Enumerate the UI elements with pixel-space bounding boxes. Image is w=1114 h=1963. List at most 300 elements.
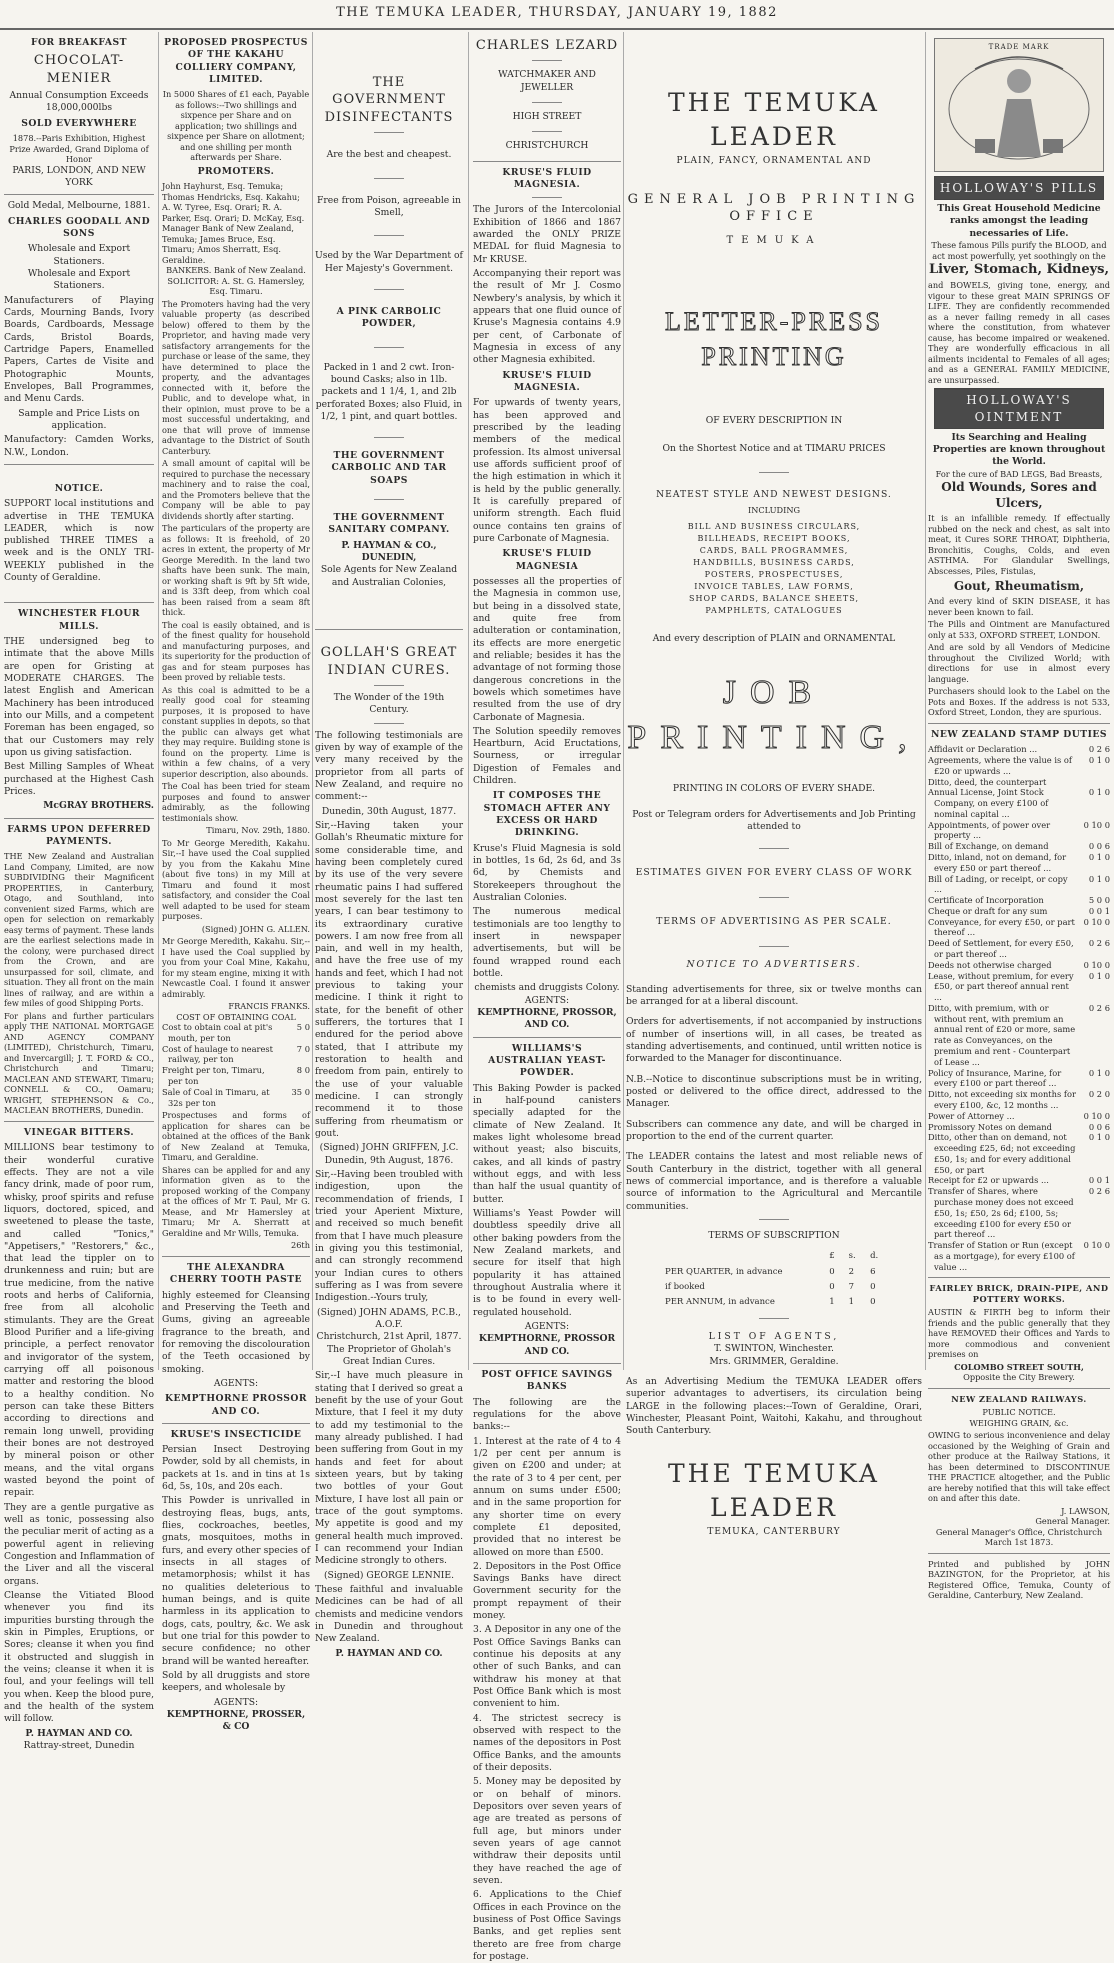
- ad-signature: (Signed) GEORGE LENNIE.: [323, 1569, 455, 1581]
- regulation-item: 4. The strictest secrecy is observed with respect to the names of the depositors in Post Office Banks, and the amounts of their deposits.: [473, 1712, 621, 1774]
- ad-body: Sir,--Having taken your Gollah's Rheumatic mixture for some considerable time, and having been completely cured by its use of the very severe rheumatic pains I had suffered most severely for the last ten years, I can bear testimony to its extraordinary curative powers. I am now free from all pain, and well in my health, and have the free use of my hands and feet, which I had not previous to taking your medicine. I think it right to state, for the benefit of other sufferers, the tortures that I endured for the period above stated, that I attribute my restoration to health and freedom from pain, entirely to the use of your valuable medicine. I can strongly recommend it to those suffering from rheumatism or gout.: [315, 819, 463, 1140]
- stamp-duty-row: [928, 852, 1110, 874]
- subscription-cell: 2: [848, 1266, 855, 1277]
- ad-body: Best Milling Samples of Wheat purchased at the Highest Cash Prices.: [4, 761, 154, 798]
- stamp-duty-item: Bill of Exchange, on demand: [928, 841, 1049, 852]
- cost-row: [162, 1065, 310, 1087]
- service-item: BILLHEADS, RECEIPT BOOKS,: [697, 534, 851, 544]
- service-item: INVOICE TABLES, LAW FORMS,: [694, 582, 854, 592]
- separator: [928, 723, 1110, 724]
- ad-date: 26th: [291, 1240, 310, 1251]
- ad-line: CHRISTCHURCH: [505, 140, 589, 152]
- ad-body: Prospectuses and forms of application for shares can be obtained at the offices of the Bank of New Zealand at Temuka, Timaru, and Geraldine.: [162, 1110, 310, 1163]
- ad-heading: FOR BREAKFAST: [31, 37, 127, 48]
- ad-body: The coal is easily obtained, and is of the finest quality for household and manufacturing purposes, and its superiority for the production of gas and for steam purposes has been proved by reliable tests.: [162, 619, 310, 683]
- stamp-duty-value: 0 1 0: [1088, 754, 1110, 765]
- ad-line: Rattray-street, Dunedin: [23, 1739, 135, 1751]
- ad-body: For upwards of twenty years, has been approved and prescribed by the leading members of the medical profession. Its almost universal use affords sufficient proof of the high estimation in which it is held by the public generally. It is carefully prepared of uniform strength. Each fluid ounce contains ten grains of pure Carbonate of Magnesia.: [473, 397, 621, 544]
- stamp-duty-row: [928, 1089, 1110, 1111]
- ad-body: SUPPORT local institutions and advertise in THE TEMUKA LEADER, which is now published THREE TIMES a week and is the ONLY TRI-WEEKLY published in the County of Geraldine.: [4, 498, 154, 584]
- subscription-header-cell: s.: [848, 1251, 856, 1262]
- ad-heading: CHARLES LEZARD: [475, 38, 619, 53]
- ad-body: AUSTIN & FIRTH beg to inform their friends and the public generally that they have REMOVED their Offices and Yards to more commodious and convenient premises on: [928, 1307, 1110, 1360]
- separator: [532, 131, 562, 132]
- stamp-duty-value: 0 1 0: [1088, 851, 1110, 862]
- ad-heading: CHOCOLAT-MENIER: [33, 53, 125, 86]
- stamp-duty-value: 0 2 6: [1088, 1186, 1110, 1197]
- service-item: CARDS, BALL PROGRAMMES,: [699, 546, 849, 556]
- stamp-duty-item: Certificate of Incorporation: [928, 895, 1044, 906]
- ad-line: OF EVERY DESCRIPTION IN: [705, 414, 843, 426]
- stamp-duty-item: Annual License, Joint Stock Company, on every £100 of nominal capital ...: [928, 787, 1049, 819]
- cost-table: [162, 1022, 310, 1108]
- ad-body: highly esteemed for Cleansing and Preserving the Teeth and Gums, giving an agreeable fragrance to the breath, and for removing the discolouration of the Teeth occasioned by smoking.: [162, 1289, 310, 1375]
- stamp-duty-item: Ditto, other than on demand, not exceeding £25, 6d; not exceeding £50, 1s; and for every additional £50, or part: [928, 1132, 1076, 1175]
- subscription-header-row: [661, 1250, 887, 1263]
- ad-heading: THE GOVERNMENT CARBOLIC AND TAR SOAPS: [331, 450, 447, 486]
- services-list: [626, 521, 922, 617]
- ad-heading: SOLD EVERYWHERE: [21, 117, 137, 129]
- ad-signature: (Signed) JOHN ADAMS, P.C.B., A.O.F.: [317, 1306, 461, 1330]
- ad-signature: General Manager.: [1035, 1516, 1110, 1527]
- separator: [759, 1318, 789, 1319]
- ad-body: MILLIONS bear testimony to their wonderful curative effects. They are not a vile fancy drink, made of poor rum, whisky, proof spirits and refuse liquors, doctored, spiced, and sweetened to please the taste, and called "Tonics," "Appetisers," "Restorers," &c., that lead the tippler on to drunkenness and ruin; but are true medicine, from the native roots and herbs of California, free from all alcoholic stimulants. They are the Great Blood Purifier and a life-giving principle, a perfect renovator and invigorator of the system, carrying off all poisonous matter and restoring the blood to a healthy condition. No person can take these Bitters according to directions and remain long unwell, providing their bones are not destroyed by mineral poison or other means, and the vital organs wasted beyond the point of repair.: [4, 1142, 154, 1499]
- stamp-duty-value: 0 1 0: [1088, 787, 1110, 798]
- regulation-item: 1. Interest at the rate of 4 to 4 1/2 per cent per annum is given on £200 and under; at the rate of 3 to 4 per cent, per annum on sums under £500; and in the same proportion for any shorter time on every complete £1 deposited, provided that no interest be allowed on more than £500.: [473, 1435, 621, 1558]
- stamp-duty-item: Ditto, inland, not on demand, for every £50 or part thereof ...: [928, 851, 1067, 873]
- ad-heading: NOTICE TO ADVERTISERS.: [686, 959, 862, 971]
- masthead-rule: [0, 28, 1114, 30]
- stamp-duty-row: [928, 1122, 1110, 1133]
- ad-body: Cleanse the Vitiated Blood whenever you find its impurities bursting through the skin in Pimples, Eruptions, or Sores; cleanse it when you find it obstructed and sluggish in the veins; cleanse it when it is foul, and your feelings will tell you when. Keep the blood pure, and the health of the system will follow.: [4, 1590, 154, 1725]
- service-item: PAMPHLETS, CATALOGUES: [705, 606, 843, 616]
- column-divider: [312, 32, 313, 1370]
- ad-subheading: COST OF OBTAINING COAL: [176, 1011, 296, 1022]
- separator: [473, 1363, 621, 1364]
- ad-heading: GOLLAH'S GREAT INDIAN CURES.: [320, 645, 458, 678]
- ad-date: Dunedin, 9th August, 1876.: [324, 1154, 454, 1166]
- ad-body: Mr George Meredith, Kakahu. Sir,--I have used the Coal supplied by you from your Coal Mine, Kakahu, for my steam engine, mixing it with Newcastle Coal. I found it answer admirably.: [162, 936, 310, 999]
- ad-body: Persian Insect Destroying Powder, sold by all chemists, in packets at 1s. and in tins at 1s 6d, 5s, 10s, and 20s each.: [162, 1444, 310, 1493]
- ad-heading: NEW ZEALAND STAMP DUTIES: [930, 728, 1108, 740]
- ad-body: THE undersigned beg to intimate that the above Mills are open for Gristing at MODERATE CHARGES. The latest English and American Machinery has been introduced into our Mills, and a competent Foreman has been engaged, so that our Customers may rely upon us giving satisfaction.: [4, 636, 154, 759]
- stamp-duty-row: [928, 1003, 1110, 1068]
- ad-heading: KRUSE'S FLUID MAGNESIA.: [502, 166, 592, 191]
- agent-line: Mrs. GRIMMER, Geraldine.: [709, 1355, 839, 1367]
- ad-body: The Coal has been tried for steam purposes and found to answer admirably, as the following testimonials show.: [162, 781, 310, 823]
- column-divider: [925, 32, 926, 1370]
- ad-signature: KEMPTHORNE, PROSSER, & CO: [166, 1709, 306, 1733]
- stamp-duty-row: [928, 777, 1110, 788]
- ad-line: AGENTS:: [213, 1377, 259, 1389]
- subscription-cell: 0: [829, 1266, 835, 1277]
- separator: [473, 161, 621, 162]
- stamp-duty-item: Agreements, where the value is of £20 or upwards ...: [928, 754, 1072, 776]
- ad-line: On the Shortest Notice and at TIMARU PRICES: [662, 443, 886, 455]
- ad-line: SOLICITOR: A. St. G. Hamersley, Esq. Timaru.: [167, 275, 305, 297]
- ad-line: chemists and druggists Colony.: [474, 982, 620, 994]
- ad-line: Annual Consumption Exceeds 18,000,000lbs: [9, 90, 149, 114]
- ad-body: And are sold by all Vendors of Medicine throughout the Civilized World; with directions for use in almost every language.: [928, 642, 1110, 684]
- ad-heading: THE ALEXANDRA CHERRY TOOTH PASTE: [169, 1261, 303, 1286]
- subscription-cell: PER QUARTER, in advance: [665, 1266, 783, 1277]
- subscription-cell: 7: [848, 1282, 855, 1293]
- cost-item: Cost of haulage to nearest railway, per ton: [162, 1043, 274, 1065]
- stamp-duty-row: [928, 1186, 1110, 1240]
- ad-line: WEIGHING GRAIN, &c.: [969, 1417, 1069, 1428]
- subscription-cell: PER ANNUM, in advance: [665, 1297, 775, 1308]
- stamp-duty-value: 0 1 0: [1088, 970, 1110, 981]
- separator: [162, 1256, 310, 1257]
- newspaper-title: THE TEMUKA LEADER: [668, 88, 880, 151]
- regulation-item: 5. Money may be deposited by or on behalf of minors. Depositors over seven years of age are treated as persons of full age, but minors under seven years of age cannot withdraw their deposits until they have reached the age of seven.: [473, 1776, 621, 1887]
- stamp-duty-value: 0 0 6: [1088, 1121, 1110, 1132]
- separator: [928, 1277, 1110, 1278]
- ad-line: HIGH STREET: [512, 111, 582, 123]
- separator: [374, 685, 404, 686]
- stamp-duty-value: 0 1 0: [1088, 1132, 1110, 1143]
- ad-line: 1878.--Paris Exhibition, Highest Prize Awarded, Grand Diploma of Honor: [9, 133, 149, 165]
- ad-body: Purchasers should look to the Label on the Pots and Boxes. If the address is not 533, Oxford Street, London, they are spurious.: [928, 686, 1110, 718]
- ad-signature: KEMPTHORNE, PROSSOR, AND CO.: [477, 1007, 617, 1031]
- column-divider: [623, 32, 624, 1370]
- stamp-duty-value: 0 10 0: [1083, 1110, 1110, 1121]
- subscription-cell: 0: [870, 1282, 876, 1293]
- ad-body: This Powder is unrivalled in destroying fleas, bugs, ants, flies, cockroaches, beetles, gnats, mosquitoes, moths in furs, and every other species of insects in all stages of metamorphosis; whilst it has no qualities deleterious to human beings, and is quite harmless in its application to dogs, cats, poultry, &c. We ask but one trial for this powder to secure confidence; no other brand will be wanted hereafter.: [162, 1495, 310, 1667]
- ad-line: BANKERS. Bank of New Zealand.: [166, 265, 306, 276]
- trade-mark-illustration: [934, 38, 1104, 172]
- subscription-row: [661, 1266, 887, 1279]
- ad-body: These faithful and invaluable Medicines can be had of all chemists and medicine vendors in Dunedin and throughout New Zealand.: [315, 1583, 463, 1645]
- ad-body: It is an infallible remedy. If effectually rubbed on the neck and chest, as salt into meat, it Cures SORE THROAT, Diphtheria, Bronchitis, Coughs, Colds, and even ASTHMA. For Glandular Swellings, Abscesses, Piles, Fistulas,: [928, 513, 1110, 576]
- stamp-duty-row: [928, 1240, 1110, 1272]
- ad-signature: FRANCIS FRANKS.: [228, 1001, 310, 1012]
- ad-line: Opposite the City Brewery.: [963, 1372, 1075, 1383]
- ad-heading: Gout, Rheumatism,: [953, 579, 1085, 594]
- ad-body: To Mr George Meredith, Kakahu. Sir,--I have used the Coal supplied by you from the Kakahu Mine (about five tons) in my Mill at Timaru and found it most satisfactory, and consider the Coal well adapted to be used for steam purposes.: [162, 837, 310, 922]
- cost-value: 8 0: [296, 1065, 310, 1076]
- ad-line: TEMUKA, CANTERBURY: [707, 1527, 841, 1538]
- ad-line: Are the best and cheapest.: [326, 149, 452, 161]
- separator: [4, 194, 154, 195]
- ad-body: Accompanying their report was the result of Mr J. Cosmo Newbery's analysis, by which it appears that one fluid ounce of Kruse's Magnesia contains 4.9 per cent, of Carbonate of Magnesia in excess of any other Magnesia exhibited.: [473, 268, 621, 366]
- stamp-duty-row: [928, 1175, 1110, 1186]
- service-item: POSTERS, PROSPECTUSES,: [704, 570, 844, 580]
- stamp-duty-item: Ditto, deed, the counterpart: [928, 776, 1047, 787]
- ad-body: For plans and further particulars apply THE NATIONAL MORTGAGE AND AGENCY COMPANY (LIMITED), Christchurch, Timaru, and Invercargill; J. T. FORD & CO., Christchurch and Timaru; MACLEAN AND STEWART, Timaru; CONNELL & CO., Oamaru; WRIGHT, STEPHENSON & Co., MACLEAN BROTHERS, Dunedin.: [4, 1010, 154, 1116]
- ad-line: PARIS, LONDON, AND NEW YORK: [12, 164, 146, 188]
- ad-line: Wholesale and Export Stationers.: [27, 243, 131, 267]
- stamp-duty-value: 0 1 0: [1088, 873, 1110, 884]
- ad-line: Its Searching and Healing Properties are known throughout the World.: [932, 431, 1106, 468]
- ad-line: And every description of PLAIN and ORNAMENTAL: [652, 633, 896, 645]
- ad-line: AGENTS:: [524, 1320, 570, 1332]
- ad-line: NEATEST STYLE AND NEWEST DESIGNS.: [656, 488, 892, 500]
- ad-signature: KEMPTHORNE, PROSSOR AND CO.: [478, 1333, 616, 1357]
- masthead-line: THE TEMUKA LEADER, THURSDAY, JANUARY 19, 1882: [336, 5, 778, 20]
- ad-body: OWING to serious inconvenience and delay occasioned by the Weighing of Grain and other produce at the Railway Stations, it has been determined to DISCONTINUE THE PRACTICE altogether, and the Public are hereby notified that this will take effect on and after this date.: [928, 1430, 1110, 1504]
- ad-body: The Pills and Ointment are Manufactured only at 533, OXFORD STREET, LONDON.: [928, 619, 1110, 640]
- separator: [928, 1388, 1110, 1389]
- cost-row: [162, 1087, 310, 1109]
- subscription-table: [659, 1248, 889, 1312]
- ad-body: Sir,--I have much pleasure in stating that I derived so great a benefit by the use of your Gout Mixture, that I feel it my duty to add my testimonial to the many already published. I had been suffering from Gout in my hands and feet for about sixteen years, but by taking two bottles of your Gout Mixture, I have lost all pain or trace of the gout symptoms. My appetite is good and my general health much improved. I can recommend your Indian Medicine strongly to others.: [315, 1370, 464, 1567]
- stamp-duty-row: [928, 1068, 1110, 1090]
- regulation-item: 6. Applications to the Chief Offices in each Province on the business of Post Office Savings Banks, and get replies sent thereto are free from charge for postage.: [473, 1889, 621, 1962]
- stamp-duty-value: 0 0 1: [1088, 905, 1110, 916]
- ad-heading: PROPOSED PROSPECTUS OF THE KAKAHU COLLIERY COMPANY, LIMITED.: [164, 37, 308, 85]
- separator: [532, 60, 562, 61]
- separator: [928, 1553, 1110, 1554]
- ad-line: Sample and Price Lists on application.: [18, 407, 140, 431]
- separator: [4, 1121, 154, 1122]
- ad-heading: WILLIAMS'S AUSTRALIAN YEAST-POWDER.: [488, 1042, 606, 1079]
- ad-body: The Promoters having had the very valuable property (as described below) offered to them by the Proprietor, and having made very satisfactory arrangements for the purchase or lease of the same, they have determined to place the property, and the advantages connected with it, before the Public, and to develope what, in their opinion, must prove to be a most successful undertaking, and one that will prove of immense advantage to the District of South Canterbury.: [162, 298, 310, 456]
- separator: [374, 723, 404, 724]
- ad-heading: GENERAL JOB PRINTING OFFICE: [627, 192, 921, 225]
- column-1: [4, 34, 154, 1751]
- stamp-duty-value: 0 10 0: [1083, 819, 1110, 830]
- regulation-item: 2. Depositors in the Post Office Savings Banks have direct Government security for the prompt repayment of their money.: [473, 1560, 621, 1622]
- ad-line: TEMUKA: [726, 234, 822, 246]
- stamp-duty-item: Conveyance, for every £50, or part thereof ...: [928, 916, 1075, 938]
- ad-line: AGENTS:: [213, 1696, 259, 1708]
- column-2: [162, 34, 310, 1733]
- ad-subheading: LIST OF AGENTS,: [708, 1330, 840, 1342]
- stamp-duty-row: [928, 820, 1110, 842]
- stamp-duties-table: [928, 744, 1110, 1272]
- ad-line: PUBLIC NOTICE.: [982, 1407, 1056, 1418]
- ad-heading: NEW ZEALAND RAILWAYS.: [951, 1393, 1087, 1404]
- separator: [315, 629, 463, 630]
- stamp-duty-row: [928, 755, 1110, 777]
- stamp-duty-value: 0 10 0: [1083, 916, 1110, 927]
- ad-body: possesses all the properties of the Magnesia in common use, but being in a dissolved state, and quite free from adulteration or contamination, its effects are more energetic and reliable; besides it has the advantage of not forming those dangerous concretions in the bowels which sometimes have resulted from the use of dry Carbonate of Magnesia.: [473, 575, 621, 723]
- stamp-duty-row: [928, 744, 1110, 755]
- ad-banner: HOLLOWAY'S OINTMENT: [934, 388, 1104, 428]
- ad-body: As this coal is admitted to be a really good coal for steaming purposes, it is proposed to have constant supplies in depots, so that the public can always get what they may require. Building stone is found on the property. Lime is within a few chains, of a very superior description, also abounds.: [162, 684, 310, 779]
- ad-heading: KRUSE'S FLUID MAGNESIA.: [502, 369, 592, 393]
- separator: [374, 235, 404, 236]
- column-6: [928, 34, 1110, 1601]
- stamp-duty-row: [928, 917, 1110, 939]
- ad-heading: THE GOVERNMENT DISINFECTANTS: [324, 75, 454, 125]
- stamp-duty-value: 0 2 0: [1088, 1089, 1110, 1100]
- ad-body: This Baking Powder is packed in half-pound canisters specially adapted for the climate of New Zealand. It makes light wholesome bread without yeast; also biscuits, cakes, and all kinds of pastry without eggs, and with less than half the usual quantity of butter.: [473, 1082, 621, 1205]
- subscription-header-cell: £: [829, 1251, 835, 1262]
- ad-line: COLOMBO STREET SOUTH,: [954, 1361, 1084, 1372]
- ad-body: The Solution speedily removes Heartburn, Acid Eructations, Sourness, or irregular Digestion of Females and Children.: [473, 725, 621, 787]
- ad-heading: VINEGAR BITTERS.: [23, 1126, 135, 1138]
- stamp-duty-row: [928, 841, 1110, 852]
- ad-line: WATCHMAKER AND JEWELLER: [498, 69, 596, 93]
- ad-line: Gold Medal, Melbourne, 1881.: [7, 200, 151, 212]
- ad-body: The Jurors of the Intercolonial Exhibition of 1866 and 1867 awarded the ONLY PRIZE MEDAL for fluid Magnesia to Mr KRUSE.: [473, 204, 621, 265]
- stamp-duty-item: Ditto, not exceeding six months for every £100, &c, 12 months ...: [928, 1089, 1076, 1110]
- ad-body: and BOWELS, giving tone, energy, and vigour to these great MAIN SPRINGS OF LIFE. They are confidently recommended as a never failing remedy in all cases where the constitution, from whatever cause, has become impaired or weakened. They are wonderfully efficacious in all ailments incidental to Females of all ages; and as a GENERAL FAMILY MEDICINE, are unsurpassed.: [928, 280, 1110, 385]
- service-item: BILL AND BUSINESS CIRCULARS,: [687, 522, 861, 532]
- ad-heading: LETTER-PRESS PRINTING: [664, 307, 883, 372]
- stamp-duty-item: Cheque or draft for any sum: [928, 905, 1048, 916]
- ad-line: General Manager's Office, Christchurch March 1st 1873.: [935, 1526, 1103, 1548]
- separator: [374, 132, 404, 133]
- ad-line: Free from Poison, agreeable in Smell,: [317, 194, 461, 218]
- ad-line: Packed in 1 and 2 cwt. Iron-bound Casks; also in 1lb. packets and 1 1/4, 1, and 2lb perforated Boxes; also Fluid, in 1/2, 1 pint, and quart bottles.: [315, 361, 463, 422]
- column-divider: [468, 32, 469, 1370]
- cost-item: Cost to obtain coal at pit's mouth, per ton: [162, 1022, 273, 1043]
- separator: [374, 347, 404, 348]
- service-item: SHOP CARDS, BALANCE SHEETS,: [688, 594, 860, 604]
- ad-heading: Old Wounds, Sores and Ulcers,: [941, 480, 1097, 511]
- stamp-duty-item: Transfer of Shares, where purchase money does not exceed £50, 1s; £50, 2s 6d; £100, 5s; exceeding £100 for every £50 or part thereof ...: [928, 1186, 1074, 1240]
- ad-body: Kruse's Fluid Magnesia is sold in bottles, 1s 6d, 2s 6d, and 3s 6d, by Chemists and Storekeepers throughout the Australian Colonies.: [473, 842, 621, 904]
- ad-line: PRINTING IN COLORS OF EVERY SHADE.: [672, 782, 876, 794]
- ad-heading: THE GOVERNMENT SANITARY COMPANY.: [328, 512, 450, 536]
- subscription-cell: if booked: [665, 1282, 705, 1293]
- ad-line: Used by the War Department of Her Majesty's Government.: [315, 250, 463, 274]
- ad-line: These famous Pills purify the BLOOD, and act most powerfully, yet soothingly on the: [931, 240, 1107, 261]
- stamp-duty-row: [928, 874, 1110, 896]
- ad-date: Christchurch, 21st April, 1877.: [316, 1331, 462, 1343]
- stamp-duty-item: Policy of Insurance, Marine, for every £100 or part thereof ...: [928, 1067, 1062, 1089]
- column-divider: [158, 32, 159, 1370]
- ad-body: The LEADER contains the latest and most reliable news of South Canterbury in the district, together with all general news of commercial importance, and is therefore a valuable source of information to the Agricultural and Mercantile communities.: [626, 1151, 922, 1212]
- ad-line: This Great Household Medicine ranks amongst the leading necessaries of Life.: [937, 203, 1101, 239]
- cost-item: Freight per ton, Timaru, per ton: [162, 1065, 265, 1087]
- stamp-duty-item: Promissory Notes on demand: [928, 1121, 1052, 1132]
- ad-line: The Proprietor of Gholah's Great Indian Cures.: [327, 1343, 451, 1367]
- stamp-duty-item: Appointments, of power over property ...: [928, 819, 1051, 841]
- ad-body: Manufacturers of Playing Cards, Mourning Bands, Ivory Boards, Cardboards, Message Cards, Bristol Boards, Cartridge Papers, Enamelled Papers, Cartes de Visite and Photographic Mounts, Envelopes, Ball Programmes, and Menu Cards.: [4, 294, 154, 405]
- stamp-duty-value: 5 0 0: [1088, 895, 1110, 906]
- separator: [759, 897, 789, 898]
- ad-heading: NOTICE.: [54, 482, 104, 494]
- ad-line: For the cure of BAD LEGS, Bad Breasts,: [935, 468, 1103, 479]
- ad-body: Orders for advertisements, if not accompanied by instructions of number of insertions will, in all cases, be treated as standing advertisements, and continued, until written notice is forwarded to the Manager for discontinuance.: [626, 1016, 922, 1065]
- subscription-cell: 0: [829, 1282, 835, 1293]
- stamp-duty-value: 0 1 0: [1088, 1067, 1110, 1078]
- stamp-duty-item: Affidavit or Declaration ...: [928, 744, 1038, 755]
- ad-line: Post or Telegram orders for Advertisements and Job Printing attended to: [632, 809, 916, 833]
- column-3: [315, 34, 464, 1659]
- ad-date: Timaru, Nov. 29th, 1880.: [206, 825, 310, 836]
- ad-body: The following are the regulations for the above banks:--: [473, 1396, 621, 1433]
- cost-item: Sale of Coal in Timaru, at 32s per ton: [162, 1086, 270, 1108]
- ad-line: Sole Agents for New Zealand and Australian Colonies,: [320, 564, 458, 588]
- separator: [532, 197, 562, 198]
- stamp-duty-row: [928, 960, 1110, 971]
- ad-line: TERMS OF ADVERTISING AS PER SCALE.: [656, 916, 892, 928]
- ad-signature: P. HAYMAN AND CO.: [335, 1647, 443, 1659]
- ad-heading: IT COMPOSES THE STOMACH AFTER ANY EXCESS OR HARD DRINKING.: [483, 790, 611, 839]
- separator: [759, 946, 789, 947]
- ad-body: The particulars of the property are as follows: It is freehold, of 20 acres in extent, the property of Mr George Meredith. In the land two shafts have been sunk. The main, or working shaft is 9ft by 5ft wide, and is 33ft deep, from which coal has been raised from a seam 8ft thick.: [162, 523, 310, 618]
- ad-subheading: TERMS OF SUBSCRIPTION: [708, 1230, 840, 1242]
- ad-body: N.B.--Notice to discontinue subscriptions must be in writing, posted or delivered to the office direct, addressed to the Manager.: [626, 1073, 922, 1110]
- subscription-cell: 1: [829, 1297, 835, 1308]
- ad-signature: P. HAYMAN AND CO.: [25, 1727, 133, 1739]
- stamp-duty-item: Bill of Lading, or receipt, or copy ...: [928, 873, 1068, 895]
- regulations-list: [473, 1436, 621, 1963]
- ad-heading: Liver, Stomach, Kidneys,: [929, 262, 1109, 278]
- subscription-row: [661, 1296, 887, 1309]
- ad-line: P. HAYMAN & CO., DUNEDIN,: [341, 539, 437, 564]
- ad-heading: A PINK CARBOLIC POWDER,: [336, 305, 442, 330]
- stamp-duty-value: 0 10 0: [1083, 959, 1110, 970]
- ad-line: INCLUDING: [747, 504, 801, 515]
- stamp-duty-row: [928, 906, 1110, 917]
- cost-row: [162, 1044, 310, 1066]
- ad-body: John Hayhurst, Esq. Temuka; Thomas Hendricks, Esq. Kakahu; A. W. Tyree, Esq. Orari; R. A. Parker, Esq. Orari; D. McKay, Esq. Manager Bank of New Zealand, Temuka; James Bruce, Esq. Timaru; Amos Sherratt, Esq. Geraldine.: [162, 181, 305, 265]
- stamp-duty-row: [928, 787, 1110, 819]
- subscription-cell: 0: [870, 1297, 876, 1308]
- service-item: HANDBILLS, BUSINESS CARDS,: [693, 558, 855, 568]
- stamp-duty-row: [928, 1132, 1110, 1175]
- ad-heading: FAIRLEY BRICK, DRAIN-PIPE, AND POTTERY WORKS.: [929, 1283, 1109, 1304]
- separator: [759, 472, 789, 473]
- ad-subheading: PROMOTERS.: [197, 165, 275, 177]
- ad-body: As an Advertising Medium the TEMUKA LEADER offers superior advantages to advertisers, its circulation being LARGE in the following places:--Town of Geraldine, Orari, Winchester, Pleasant Point, Waitohi, Kakahu, and throughout South Canterbury.: [626, 1375, 922, 1437]
- ad-body: The following testimonials are given by way of example of the very many received by the proprietor from all parts of New Zealand, and require no comment:--: [315, 729, 463, 803]
- separator: [374, 178, 404, 179]
- stamp-duty-row: [928, 1111, 1110, 1122]
- ad-heading: POST OFFICE SAVINGS BANKS: [481, 1368, 613, 1393]
- separator: [4, 818, 154, 819]
- stamp-duty-value: [1076, 777, 1110, 788]
- separator: [473, 1037, 621, 1038]
- ad-heading: KEMPTHORNE PROSSOR AND CO.: [164, 1393, 308, 1417]
- separator: [162, 1423, 310, 1424]
- cost-row: [162, 1022, 310, 1044]
- ad-line: AGENTS:: [524, 994, 570, 1006]
- agent-line: T. SWINTON, Winchester.: [714, 1343, 834, 1355]
- subscription-header-cell: d.: [870, 1251, 879, 1262]
- stamp-duty-row: [928, 895, 1110, 906]
- separator: [532, 102, 562, 103]
- subscription-row: [661, 1281, 887, 1294]
- stamp-duty-value: 0 0 1: [1088, 1175, 1110, 1186]
- ad-body: Sir,--Having been troubled with indigestion, upon the recommendation of friends, I tried your Aperient Mixture, and received so much benefit from that I have much pleasure in giving you this testimonial, and can strongly recommend your Indian cures to others suffering as I was from severe Indigestion.--Yours truly,: [315, 1169, 463, 1304]
- ad-body: A small amount of capital will be required to purchase the necessary machinery and to raise the coal, and the Promoters believe that the Company will be able to pay dividends shortly after starting.: [162, 458, 310, 521]
- ad-body: Williams's Yeast Powder will doubtless speedily drive all other baking powders from the New Zealand markets, and secure for itself that high popularity it has attained throughout Australia where it is to be found in every well-regulated household.: [473, 1207, 621, 1318]
- masthead: [0, 0, 1114, 30]
- subscription-header-cell: [661, 1250, 823, 1263]
- ad-body: Subscribers can commence any date, and will be charged in proportion to the end of the current quarter.: [626, 1118, 922, 1143]
- stamp-duty-item: Power of Attorney ...: [928, 1110, 1015, 1121]
- ad-heading: FARMS UPON DEFERRED PAYMENTS.: [7, 823, 151, 848]
- ad-body: In 5000 Shares of £1 each, Payable as follows:--Two shillings and sixpence per Share and on application; two shillings and sixpence per Share on allotment; and one shilling per month afterwards per Share.: [162, 89, 310, 163]
- column-5: [626, 34, 922, 1538]
- ad-body: THE New Zealand and Australian Land Company, Limited, are now SUBDIVIDING their Magnificent PROPERTIES, in Canterbury, Otago, and Southland, into convenient sized Farms, which are open for selection on remarkably easy terms of payment. These lands are the earliest selections made in the colony, were purchased direct from the Crown, and are unsurpassed for soil, climate, and situation. They all front on the main lines of railway, and are within a few miles of good Shipping Ports.: [4, 851, 154, 1009]
- ad-body: They are a gentle purgative as well as tonic, possessing also the peculiar merit of acting as a powerful agent in relieving Congestion and Inflammation of the Liver and all the visceral organs.: [4, 1501, 154, 1587]
- ad-line: ESTIMATES GIVEN FOR EVERY CLASS OF WORK: [635, 866, 913, 878]
- stamp-duty-item: Ditto, with premium, with or without rent, with premium an annual rent of £20 or more, same rate as Conveyances, on the premium and rent - Counterpart of Lease ...: [928, 1002, 1076, 1067]
- ad-heading: KRUSE'S FLUID MAGNESIA: [502, 548, 592, 572]
- stamp-duty-item: Transfer of Station or Run (except as a mortgage), for every £100 of value ...: [928, 1240, 1075, 1272]
- trade-mark-label: TRADE MARK: [988, 43, 1050, 51]
- separator: [4, 602, 154, 603]
- separator: [374, 499, 404, 500]
- ad-line: PLAIN, FANCY, ORNAMENTAL AND: [676, 156, 872, 166]
- ad-date: Dunedin, 30th August, 1877.: [321, 805, 457, 817]
- ad-signature: (Signed) JOHN G. ALLEN.: [201, 923, 310, 934]
- separator: [759, 848, 789, 849]
- stamp-duty-value: 0 10 0: [1083, 1240, 1110, 1251]
- subscription-cell: 1: [848, 1297, 855, 1308]
- subscription-cell: 6: [870, 1266, 876, 1277]
- imprint: Printed and published by JOHN BAZINGTON, for the Proprietor, at his Registered Office, Temuka, County of Geraldine, Canterbury, New Zealand.: [928, 1558, 1110, 1601]
- separator: [759, 1219, 789, 1220]
